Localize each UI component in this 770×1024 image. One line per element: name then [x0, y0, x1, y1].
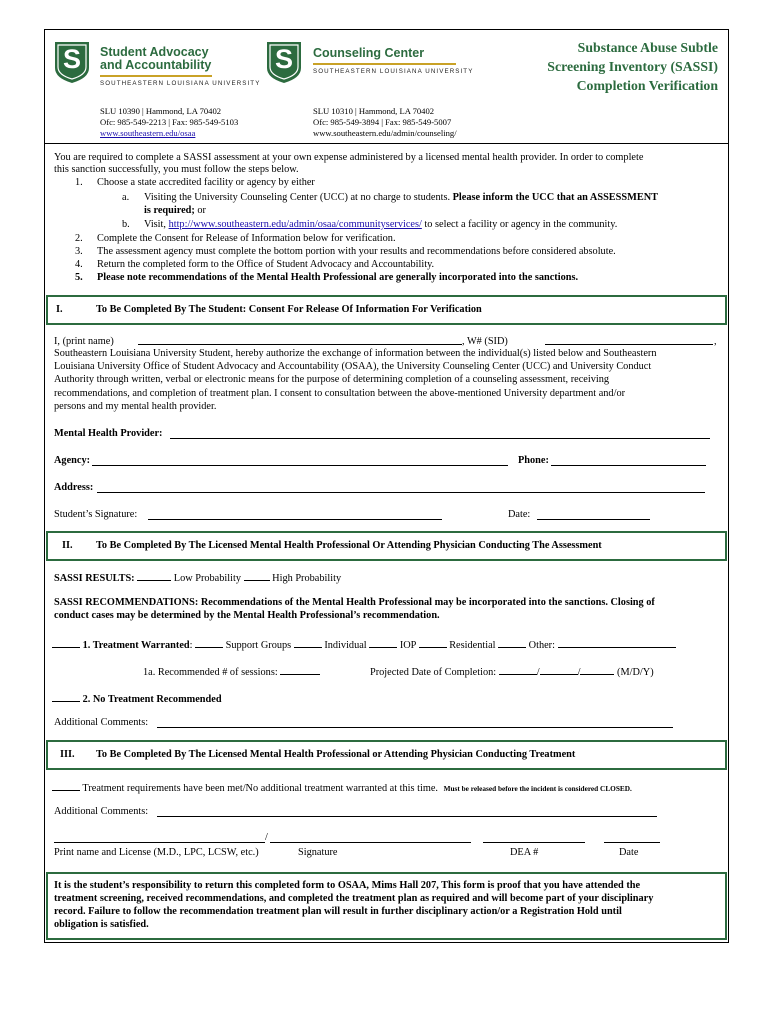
dea-field[interactable] [483, 832, 585, 843]
treatment-warranted-row: 1. Treatment Warranted: Support Groups Individual IOP Residential Other: [52, 637, 676, 651]
address-label: Address: [54, 482, 94, 493]
phone-field[interactable] [551, 455, 706, 466]
individual-field[interactable] [294, 637, 322, 648]
residential-field[interactable] [419, 637, 447, 648]
year-field[interactable] [580, 664, 614, 675]
print-name-field[interactable] [138, 334, 462, 345]
student-signature-field[interactable] [148, 509, 442, 520]
signature-label: Signature [298, 847, 338, 858]
logo-subtitle: SOUTHEASTERN LOUISIANA UNIVERSITY [100, 80, 261, 87]
section-3-header: III. To Be Completed By The Licensed Mental Health Professional or Attending Physician Conducting Treatment [46, 740, 727, 770]
logo-rule [100, 75, 212, 77]
day-field[interactable] [540, 664, 578, 675]
counseling-address: SLU 10310 | Hammond, LA 70402 Ofc: 985-549-3894 | Fax: 985-549-5007 www.southeastern.edu/admin/counseling/ [313, 106, 457, 138]
comments-field-2[interactable] [157, 717, 673, 728]
step-1a: Visiting the University Counseling Center (UCC) at no charge to students. Please inform the UCC that an ASSESSMENT [144, 192, 659, 203]
sessions-field[interactable] [280, 664, 320, 675]
professional-signature-field[interactable] [270, 832, 471, 843]
no-treatment-field[interactable] [52, 691, 80, 702]
provider-label: Mental Health Provider: [54, 428, 163, 439]
step-1b: Visit, http://www.southeastern.edu/admin/osaa/communityservices/ to select a facility or agency in the community. [144, 219, 618, 230]
projected-date-row: Projected Date of Completion: / / (M/D/Y) [370, 664, 654, 678]
page-title: Substance Abuse Subtle Screening Inventory (SASSI) Completion Verification [547, 40, 718, 93]
step-3: The assessment agency must complete the bottom portion with your results and recommendations before considered absolute. [97, 246, 616, 257]
professional-date-field[interactable] [604, 832, 660, 843]
other-field[interactable] [558, 637, 676, 648]
treatment-met-field[interactable] [52, 780, 80, 791]
iop-field[interactable] [369, 637, 397, 648]
address-field[interactable] [97, 482, 705, 493]
student-date-field[interactable] [537, 509, 650, 520]
intro-line1: You are required to complete a SASSI assessment at your own expense administered by a licensed mental health provider. In order to complete [54, 152, 644, 163]
comments-field-3[interactable] [157, 806, 657, 817]
shield-letter: S [62, 44, 81, 74]
high-probability-field[interactable] [244, 570, 270, 581]
step-2: Complete the Consent for Release of Information below for verification. [97, 233, 396, 244]
provider-field[interactable] [170, 428, 710, 439]
no-treatment-row: 2. No Treatment Recommended [52, 691, 222, 705]
wnum-field[interactable] [545, 334, 713, 345]
treatment-warranted-field[interactable] [52, 637, 80, 648]
sassi-results-row: SASSI RESULTS: Low Probability High Probability [54, 570, 341, 584]
support-groups-field[interactable] [195, 637, 223, 648]
residential-field[interactable] [498, 637, 526, 648]
print-license-label: Print name and License (M.D., LPC, LCSW, etc.) [54, 847, 259, 858]
date-label: Date [619, 847, 639, 858]
section-2-header: II. To Be Completed By The Licensed Mental Health Professional Or Attending Physician Conducting The Assessment [46, 531, 727, 561]
comments-label: Additional Comments: [54, 717, 149, 728]
osaa-address: SLU 10390 | Hammond, LA 70402 Ofc: 985-549-2213 | Fax: 985-549-5103 www.southeastern.edu/osaa [100, 106, 239, 138]
osaa-link[interactable]: www.southeastern.edu/osaa [100, 128, 196, 138]
date-label: Date: [508, 509, 531, 520]
intro-line2: this sanction successfully, you must follow the steps below. [54, 164, 299, 175]
sessions-row: 1a. Recommended # of sessions: [143, 664, 320, 678]
step-4: Return the completed form to the Office of Student Advocacy and Accountability. [97, 259, 435, 270]
community-services-link[interactable]: http://www.southeastern.edu/admin/osaa/communityservices/ [168, 219, 422, 230]
comments-label: Additional Comments: [54, 806, 149, 817]
section-1-header: I. To Be Completed By The Student: Consent For Release Of Information For Verification [46, 295, 727, 325]
agency-field[interactable] [92, 455, 508, 466]
logo-title: Counseling Center [313, 46, 425, 60]
print-name-license-field[interactable] [54, 832, 265, 843]
low-probability-field[interactable] [137, 570, 171, 581]
shield-letter: S [274, 44, 293, 74]
logo-rule [313, 63, 456, 65]
signature-label: Student’s Signature: [54, 509, 138, 520]
step-1: Choose a state accredited facility or agency by either [97, 177, 315, 188]
dea-label: DEA # [510, 847, 539, 858]
logo-subtitle: SOUTHEASTERN LOUISIANA UNIVERSITY [313, 68, 474, 75]
month-field[interactable] [499, 664, 537, 675]
footer-notice: It is the student’s responsibility to return this completed form to OSAA, Mims Hall 207, This form is proof that you have attended the treatment screening, received recommendations, and completed the treatment plan as required and will become part of your disciplinary record. Failure to follow the recommendation treatment plan will result in further disciplinary action/or a Registration Hold until obligation is satisfied. [46, 872, 727, 940]
header-divider [44, 143, 729, 144]
agency-label: Agency: [54, 455, 91, 466]
print-name-label: I, (print name) [54, 336, 114, 347]
logo-title-line2: and Accountability [100, 58, 212, 72]
step-5: Please note recommendations of the Mental Health Professional are generally incorporated into the sanctions. [97, 272, 579, 283]
phone-label: Phone: [518, 455, 549, 466]
wnum-label: , W# (SID) [462, 336, 508, 347]
treatment-met-row: Treatment requirements have been met/No additional treatment warranted at this time. Must be released before the incident is considered CLOSED. [52, 780, 632, 794]
logo-title-line1: Student Advocacy [100, 45, 209, 59]
